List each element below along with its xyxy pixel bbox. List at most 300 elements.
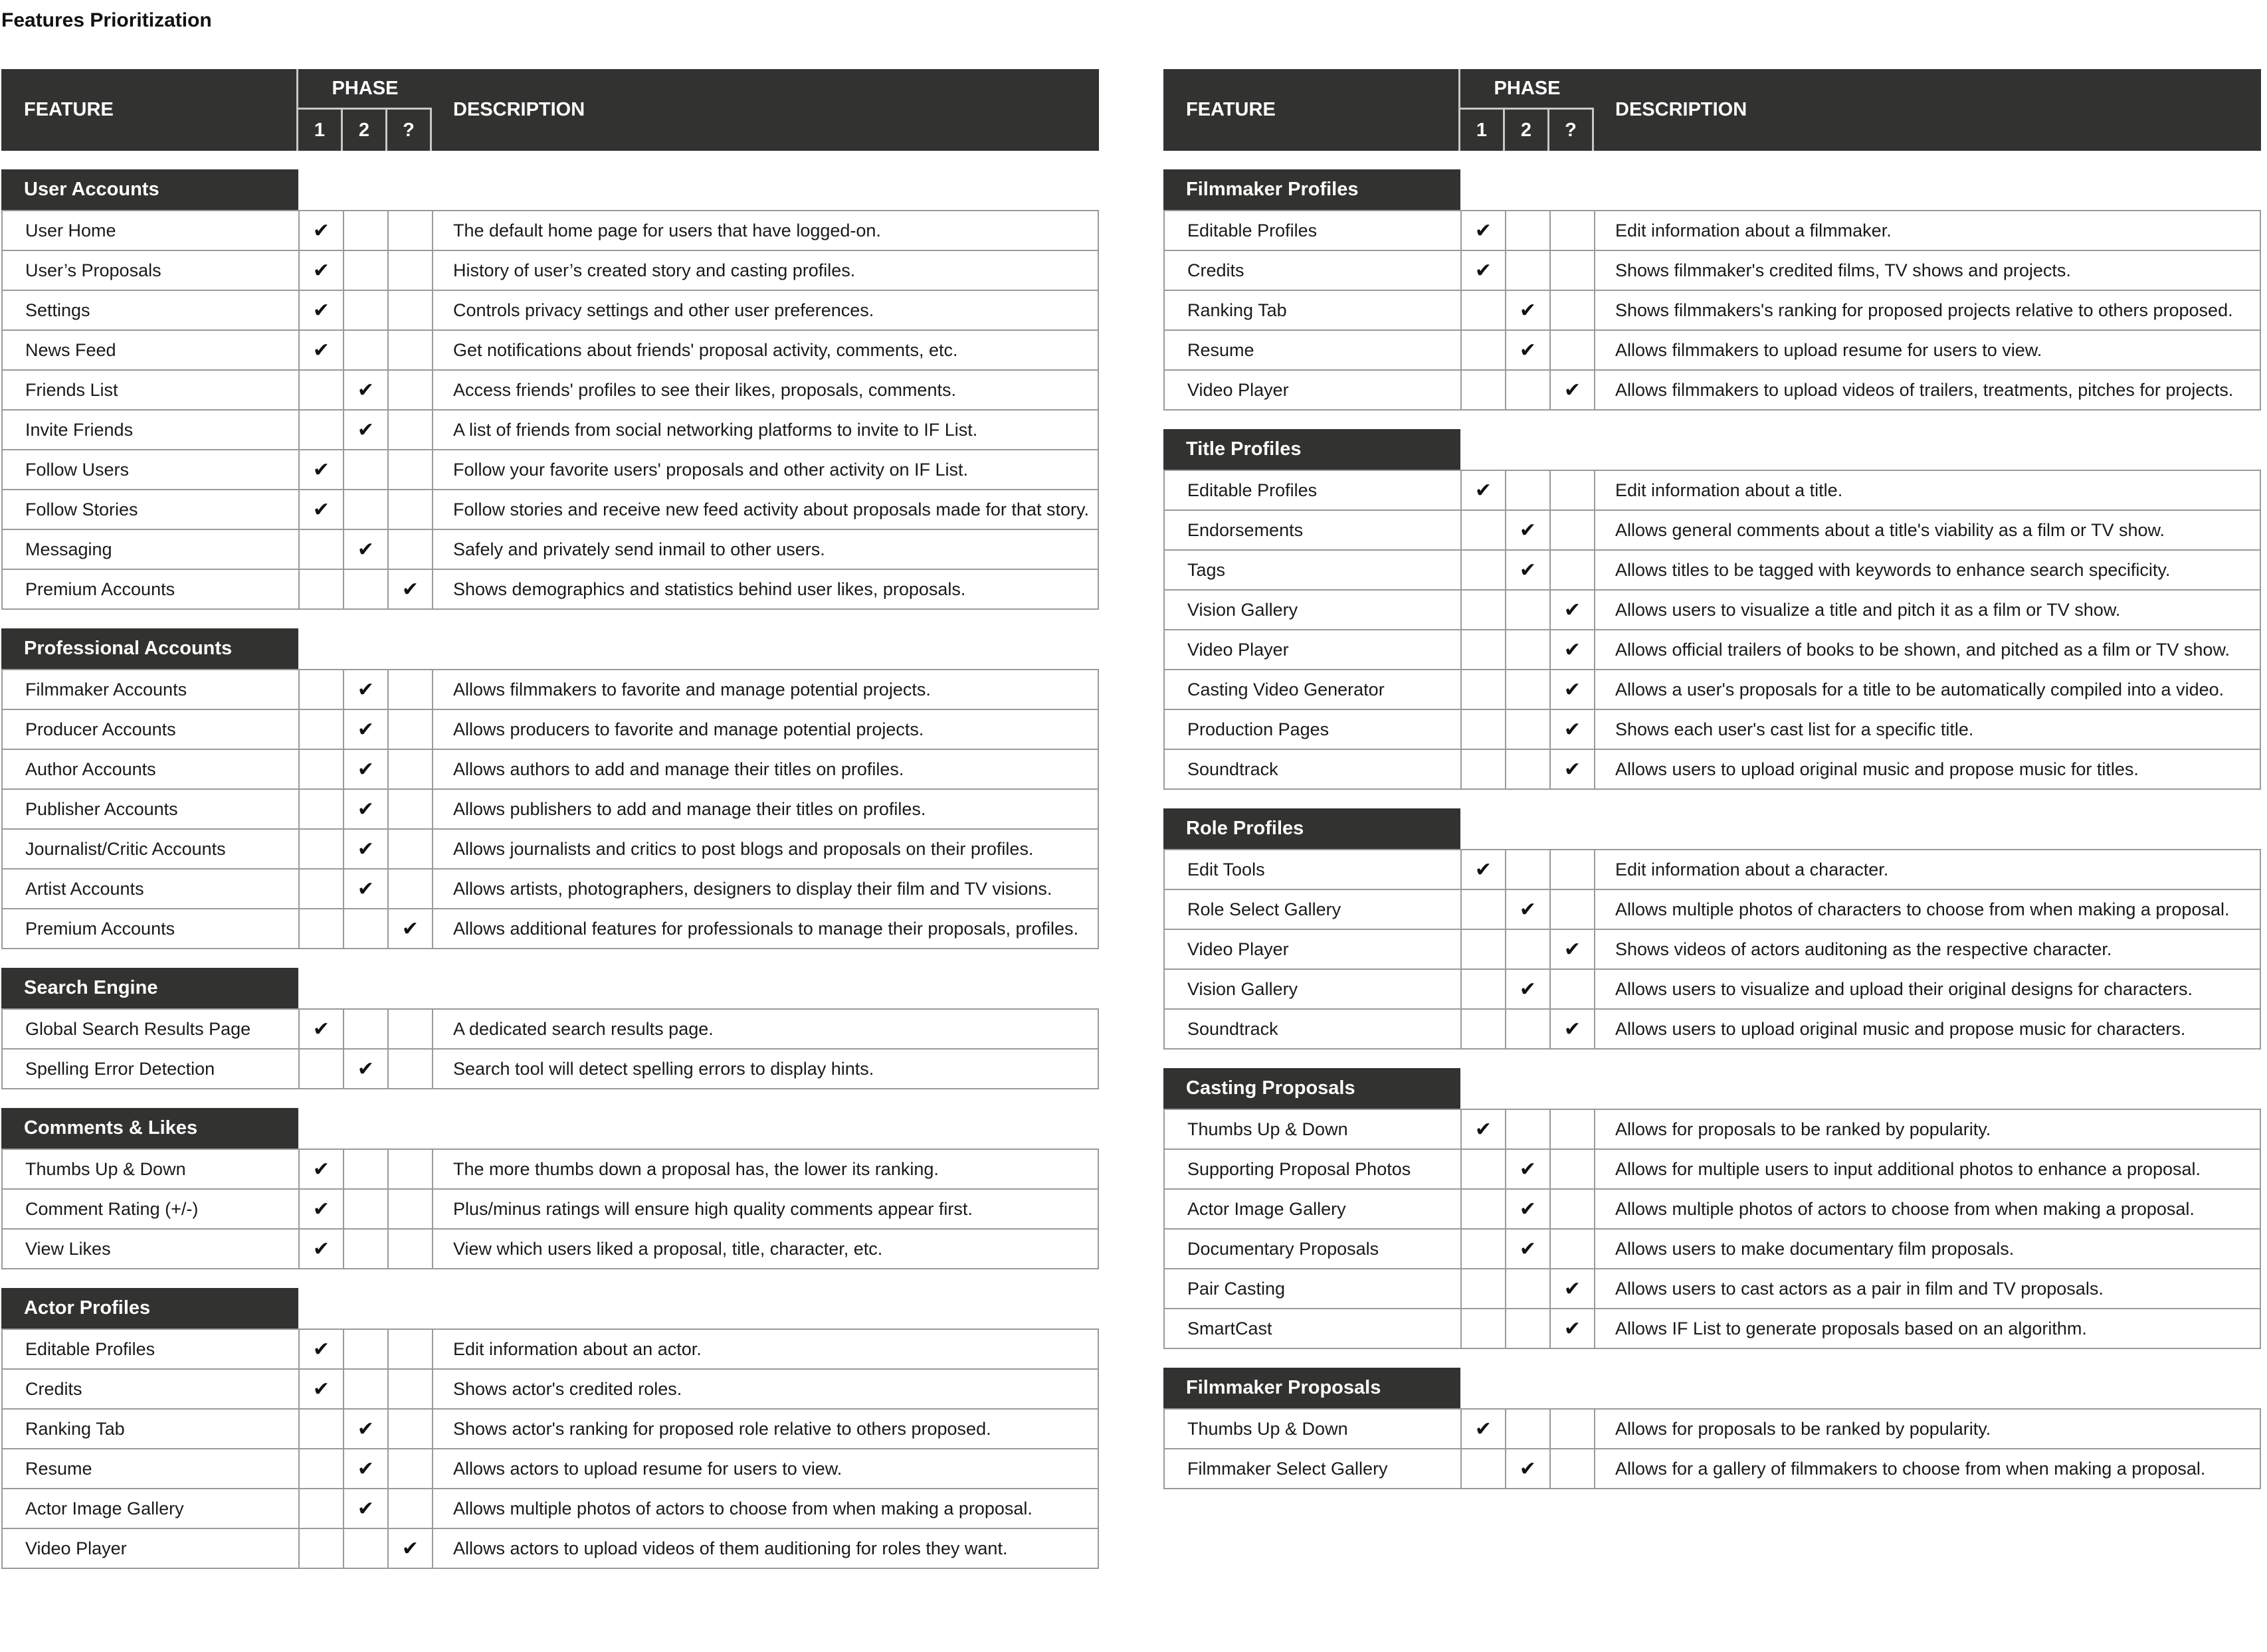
feature-description: History of user’s created story and casting profiles. [453,260,856,280]
feature-description: Allows for a gallery of filmmakers to choose from when making a proposal. [1615,1458,2206,1479]
phase-unknown-cell [389,1050,433,1088]
checkmark-icon: ✔ [357,1457,375,1480]
feature-name: Filmmaker Accounts [3,670,300,709]
phase-unknown-cell [1551,331,1595,369]
phase-2-cell [1506,551,1551,589]
feature-description: Edit information about a title. [1615,480,1843,500]
checkmark-icon: ✔ [1563,718,1581,741]
checkmark-icon: ✔ [401,917,419,940]
phase-1-cell [300,1190,344,1228]
table-row [1165,1150,2260,1190]
phase-unknown-cell [1551,1110,1595,1148]
feature-description: Allows producers to favorite and manage potential projects. [453,719,924,739]
phase-1-cell [300,1330,344,1368]
phase-unknown-cell [389,750,433,788]
phase-2-cell [1506,750,1551,788]
feature-name: Video Player [3,1529,300,1568]
phase-1-cell [1462,1190,1506,1228]
feature-name: Credits [3,1370,300,1408]
feature-description: Allows publishers to add and manage their titles on profiles. [453,798,926,819]
phase-unknown-cell [389,530,433,569]
section-title: Title Profiles [1163,429,1460,470]
phase-1-cell [300,1489,344,1528]
table-row [1165,1269,2260,1309]
feature-description: Allows filmmakers to upload resume for users to view. [1615,339,2042,360]
phase-unknown-cell [1551,1269,1595,1308]
phase-unknown-cell [1551,1449,1595,1488]
phase-1-cell [300,1529,344,1568]
feature-section [1,968,1099,1089]
feature-description: A list of friends from social networking platforms to invite to IF List. [453,419,978,440]
feature-description: Allows filmmakers to favorite and manage potential projects. [453,679,931,699]
phase-1-cell [1462,331,1506,369]
phase-1-cell [1462,1010,1506,1048]
checkmark-icon: ✔ [1563,678,1581,701]
feature-name: Vision Gallery [1165,591,1462,629]
phase-2-cell [344,1190,389,1228]
feature-name: Filmmaker Select Gallery [1165,1449,1462,1488]
feature-name: Endorsements [1165,511,1462,549]
table-row [3,450,1098,490]
table-row [1165,251,2260,291]
checkmark-icon: ✔ [357,838,375,860]
feature-description: Allows users to make documentary film proposals. [1615,1238,2015,1259]
feature-name: Premium Accounts [3,909,300,948]
header-phase-2: 2 [1505,110,1549,151]
phase-2-cell [1506,1449,1551,1488]
feature-name: Settings [3,291,300,329]
phase-2-cell [344,251,389,290]
phase-unknown-cell [389,490,433,529]
checkmark-icon: ✔ [357,418,375,441]
section-title: User Accounts [1,169,298,210]
feature-description: Shows filmmaker's credited films, TV shows and projects. [1615,260,2071,280]
feature-description: Shows videos of actors auditoning as the respective character. [1615,939,2112,959]
checkmark-icon: ✔ [312,339,330,361]
feature-description: Safely and privately send inmail to other users. [453,539,825,559]
table-row [1165,331,2260,371]
phase-unknown-cell [389,570,433,608]
feature-name: Resume [3,1449,300,1488]
phase-unknown-cell [1551,630,1595,669]
feature-table [1,1148,1099,1269]
table-row [1165,630,2260,670]
page-title: Features Prioritization [1,9,212,31]
phase-1-cell [300,830,344,868]
feature-table [1,1329,1099,1569]
table-row [3,331,1098,371]
phase-2-cell [1506,1150,1551,1188]
checkmark-icon: ✔ [1563,1277,1581,1300]
table-row [1165,1230,2260,1269]
feature-description: Allows actors to upload videos of them auditioning for roles they want. [453,1538,1008,1558]
table-row [1165,930,2260,970]
feature-description: Allows a user's proposals for a title to be automatically compiled into a video. [1615,679,2224,699]
checkmark-icon: ✔ [357,1497,375,1520]
table-row [3,211,1098,251]
feature-name: Editable Profiles [1165,471,1462,509]
feature-description: Follow your favorite users' proposals and other activity on IF List. [453,459,968,480]
section-title: Filmmaker Proposals [1163,1368,1460,1408]
feature-description: Allows users to cast actors as a pair in film and TV proposals. [1615,1278,2104,1299]
phase-unknown-cell [1551,1150,1595,1188]
feature-description: Allows additional features for professionals to manage their proposals, profiles. [453,918,1079,939]
feature-description: Edit information about an actor. [453,1338,702,1359]
phase-2-cell [344,790,389,828]
checkmark-icon: ✔ [357,798,375,820]
feature-name: Artist Accounts [3,870,300,908]
phase-2-cell [1506,1010,1551,1048]
table-row [1165,1309,2260,1349]
phase-2-cell [1506,1230,1551,1268]
feature-name: Vision Gallery [1165,970,1462,1008]
feature-section [1163,808,2261,1050]
checkmark-icon: ✔ [312,1198,330,1220]
phase-2-cell [1506,331,1551,369]
table-row [1165,710,2260,750]
feature-table [1,1008,1099,1089]
phase-unknown-cell [1551,670,1595,709]
table-header [1,69,1099,151]
section-title: Filmmaker Profiles [1163,169,1460,210]
feature-description: Allows authors to add and manage their titles on profiles. [453,759,904,779]
feature-section [1,1108,1099,1269]
feature-name: Edit Tools [1165,850,1462,889]
phase-2-cell [344,830,389,868]
phase-1-cell [1462,670,1506,709]
phase-1-cell [1462,551,1506,589]
checkmark-icon: ✔ [312,1018,330,1040]
table-row [1165,1410,2260,1449]
checkmark-icon: ✔ [357,379,375,401]
table-row [3,1529,1098,1569]
table-row [3,1370,1098,1410]
header-feature: FEATURE [1163,69,1460,151]
feature-name: Documentary Proposals [1165,1230,1462,1268]
table-row [3,790,1098,830]
phase-2-cell [1506,1410,1551,1448]
table-row [3,1489,1098,1529]
feature-description: Follow stories and receive new feed activity about proposals made for that story. [453,499,1089,519]
table-row [3,830,1098,870]
phase-unknown-cell [389,251,433,290]
phase-2-cell [1506,471,1551,509]
feature-name: Invite Friends [3,411,300,449]
feature-name: Thumbs Up & Down [1165,1410,1462,1448]
phase-unknown-cell [389,790,433,828]
header-phase-unknown: ? [1549,110,1594,151]
phase-2-cell [344,870,389,908]
table-row [3,490,1098,530]
checkmark-icon: ✔ [1563,938,1581,961]
feature-description: Shows each user's cast list for a specific title. [1615,719,1974,739]
phase-2-cell [344,710,389,749]
checkmark-icon: ✔ [312,458,330,481]
table-row [1165,211,2260,251]
feature-name: Supporting Proposal Photos [1165,1150,1462,1188]
phase-2-cell [344,1010,389,1048]
table-row [1165,970,2260,1010]
left-column [1,69,1099,1569]
phase-2-cell [1506,1190,1551,1228]
checkmark-icon: ✔ [1519,519,1537,541]
feature-section [1,169,1099,610]
feature-description: Allows users to upload original music and propose music for titles. [1615,759,2139,779]
phase-unknown-cell [1551,890,1595,929]
header-phase-1: 1 [1460,110,1505,151]
table-row [1165,511,2260,551]
phase-2-cell [1506,1110,1551,1148]
feature-name: Premium Accounts [3,570,300,608]
feature-section [1163,1368,2261,1489]
checkmark-icon: ✔ [1474,479,1492,502]
phase-1-cell [300,790,344,828]
table-row [1165,371,2260,411]
phase-2-cell [1506,211,1551,250]
phase-1-cell [1462,930,1506,968]
feature-name: Pair Casting [1165,1269,1462,1308]
feature-table [1163,210,2261,411]
phase-unknown-cell [389,670,433,709]
feature-name: Video Player [1165,630,1462,669]
feature-name: Casting Video Generator [1165,670,1462,709]
feature-table [1,669,1099,949]
feature-name: Video Player [1165,371,1462,409]
section-title: Professional Accounts [1,628,298,669]
checkmark-icon: ✔ [1563,598,1581,621]
checkmark-icon: ✔ [1563,638,1581,661]
feature-description: Shows demographics and statistics behind user likes, proposals. [453,579,966,599]
checkmark-icon: ✔ [357,877,375,900]
feature-name: Resume [1165,331,1462,369]
phase-2-cell [1506,890,1551,929]
phase-1-cell [300,371,344,409]
feature-name: Soundtrack [1165,1010,1462,1048]
feature-description: Allows for proposals to be ranked by popularity. [1615,1119,1991,1139]
phase-2-cell [344,1529,389,1568]
phase-1-cell [300,1050,344,1088]
checkmark-icon: ✔ [1474,1118,1492,1141]
table-row [3,1449,1098,1489]
feature-description: Allows multiple photos of actors to choose from when making a proposal. [453,1498,1033,1518]
phase-unknown-cell [1551,1190,1595,1228]
table-row [1165,1010,2260,1050]
feature-name: Author Accounts [3,750,300,788]
checkmark-icon: ✔ [1519,299,1537,321]
phase-1-cell [300,331,344,369]
phase-unknown-cell [389,1449,433,1488]
header-phase-1: 1 [298,110,343,151]
feature-description: Allows titles to be tagged with keywords to enhance search specificity. [1615,559,2171,580]
section-title: Search Engine [1,968,298,1008]
feature-description: Allows users to visualize and upload their original designs for characters. [1615,978,2193,999]
table-row [3,371,1098,411]
phase-unknown-cell [389,1190,433,1228]
checkmark-icon: ✔ [312,1378,330,1400]
phase-unknown-cell [1551,1309,1595,1348]
phase-unknown-cell [1551,511,1595,549]
feature-name: Thumbs Up & Down [3,1150,300,1188]
header-phase: PHASE [298,69,432,110]
phase-1-cell [300,490,344,529]
phase-1-cell [300,1410,344,1448]
phase-unknown-cell [1551,551,1595,589]
phase-2-cell [344,490,389,529]
table-row [3,1150,1098,1190]
feature-description: Access friends' profiles to see their likes, proposals, comments. [453,379,956,400]
feature-name: Credits [1165,251,1462,290]
feature-name: News Feed [3,331,300,369]
feature-table [1163,470,2261,790]
feature-name: Video Player [1165,930,1462,968]
feature-section [1,1288,1099,1569]
checkmark-icon: ✔ [312,1158,330,1180]
phase-2-cell [344,1489,389,1528]
feature-description: Controls privacy settings and other user preferences. [453,300,874,320]
feature-name: Actor Image Gallery [1165,1190,1462,1228]
checkmark-icon: ✔ [357,1057,375,1080]
phase-unknown-cell [1551,591,1595,629]
checkmark-icon: ✔ [1563,1317,1581,1340]
feature-section [1163,1068,2261,1349]
phase-2-cell [344,331,389,369]
checkmark-icon: ✔ [1519,1198,1537,1220]
phase-2-cell [344,750,389,788]
phase-2-cell [1506,970,1551,1008]
feature-section [1,628,1099,949]
feature-name: User Home [3,211,300,250]
feature-section [1163,169,2261,411]
table-row [3,710,1098,750]
section-title: Casting Proposals [1163,1068,1460,1109]
feature-name: Journalist/Critic Accounts [3,830,300,868]
phase-1-cell [300,570,344,608]
phase-unknown-cell [389,710,433,749]
table-row [3,1230,1098,1269]
phase-2-cell [1506,1269,1551,1308]
phase-1-cell [300,870,344,908]
table-row [3,1330,1098,1370]
feature-name: Comment Rating (+/-) [3,1190,300,1228]
phase-1-cell [300,450,344,489]
header-description: DESCRIPTION [1615,99,1747,120]
phase-1-cell [300,411,344,449]
phase-unknown-cell [1551,471,1595,509]
feature-table [1,210,1099,610]
table-row [1165,471,2260,511]
feature-name: Publisher Accounts [3,790,300,828]
phase-2-cell [344,291,389,329]
table-row [1165,1110,2260,1150]
feature-description: Allows multiple photos of actors to choose from when making a proposal. [1615,1198,2195,1219]
phase-1-cell [1462,750,1506,788]
checkmark-icon: ✔ [401,1537,419,1560]
phase-2-cell [344,670,389,709]
phase-unknown-cell [389,1330,433,1368]
phase-unknown-cell [389,1489,433,1528]
phase-2-cell [344,1370,389,1408]
feature-description: Allows users to upload original music and propose music for characters. [1615,1018,2186,1039]
feature-name: Editable Profiles [3,1330,300,1368]
phase-2-cell [344,450,389,489]
feature-name: View Likes [3,1230,300,1268]
checkmark-icon: ✔ [1563,1018,1581,1040]
table-row [3,750,1098,790]
feature-name: Ranking Tab [1165,291,1462,329]
phase-unknown-cell [389,830,433,868]
feature-description: View which users liked a proposal, title, character, etc. [453,1238,883,1259]
feature-name: Friends List [3,371,300,409]
feature-name: Producer Accounts [3,710,300,749]
checkmark-icon: ✔ [1563,379,1581,401]
phase-unknown-cell [389,450,433,489]
phase-1-cell [300,1150,344,1188]
header-feature: FEATURE [1,69,298,151]
header-phase: PHASE [1460,69,1594,110]
phase-2-cell [1506,251,1551,290]
checkmark-icon: ✔ [1519,1457,1537,1480]
phase-unknown-cell [389,331,433,369]
phase-2-cell [344,570,389,608]
phase-1-cell [1462,1230,1506,1268]
phase-2-cell [1506,670,1551,709]
checkmark-icon: ✔ [1474,219,1492,242]
header-phase-2: 2 [343,110,387,151]
phase-2-cell [1506,710,1551,749]
phase-1-cell [300,670,344,709]
phase-2-cell [344,211,389,250]
feature-name: SmartCast [1165,1309,1462,1348]
section-title: Comments & Likes [1,1108,298,1148]
checkmark-icon: ✔ [312,259,330,282]
phase-1-cell [300,1449,344,1488]
phase-unknown-cell [389,371,433,409]
phase-unknown-cell [389,870,433,908]
phase-unknown-cell [1551,710,1595,749]
phase-1-cell [300,530,344,569]
phase-2-cell [1506,291,1551,329]
feature-section [1163,429,2261,790]
phase-2-cell [1506,850,1551,889]
phase-unknown-cell [389,909,433,948]
feature-description: Shows filmmakers's ranking for proposed projects relative to others proposed. [1615,300,2233,320]
feature-name: Actor Image Gallery [3,1489,300,1528]
feature-description: The more thumbs down a proposal has, the lower its ranking. [453,1158,939,1179]
table-row [1165,750,2260,790]
feature-description: Allows users to visualize a title and pitch it as a film or TV show. [1615,599,2121,620]
phase-1-cell [1462,511,1506,549]
phase-unknown-cell [389,1410,433,1448]
phase-1-cell [300,750,344,788]
phase-2-cell [344,1449,389,1488]
phase-unknown-cell [1551,211,1595,250]
phase-1-cell [1462,1150,1506,1188]
table-row [3,530,1098,570]
feature-description: Plus/minus ratings will ensure high quality comments appear first. [453,1198,973,1219]
checkmark-icon: ✔ [1519,978,1537,1000]
phase-unknown-cell [1551,850,1595,889]
phase-unknown-cell [1551,371,1595,409]
feature-description: Allows for proposals to be ranked by popularity. [1615,1418,1991,1439]
feature-description: Edit information about a character. [1615,859,1889,879]
table-row [1165,1449,2260,1489]
checkmark-icon: ✔ [1519,339,1537,361]
phase-1-cell [1462,291,1506,329]
checkmark-icon: ✔ [357,678,375,701]
checkmark-icon: ✔ [357,1418,375,1440]
checkmark-icon: ✔ [1474,858,1492,881]
phase-2-cell [1506,371,1551,409]
